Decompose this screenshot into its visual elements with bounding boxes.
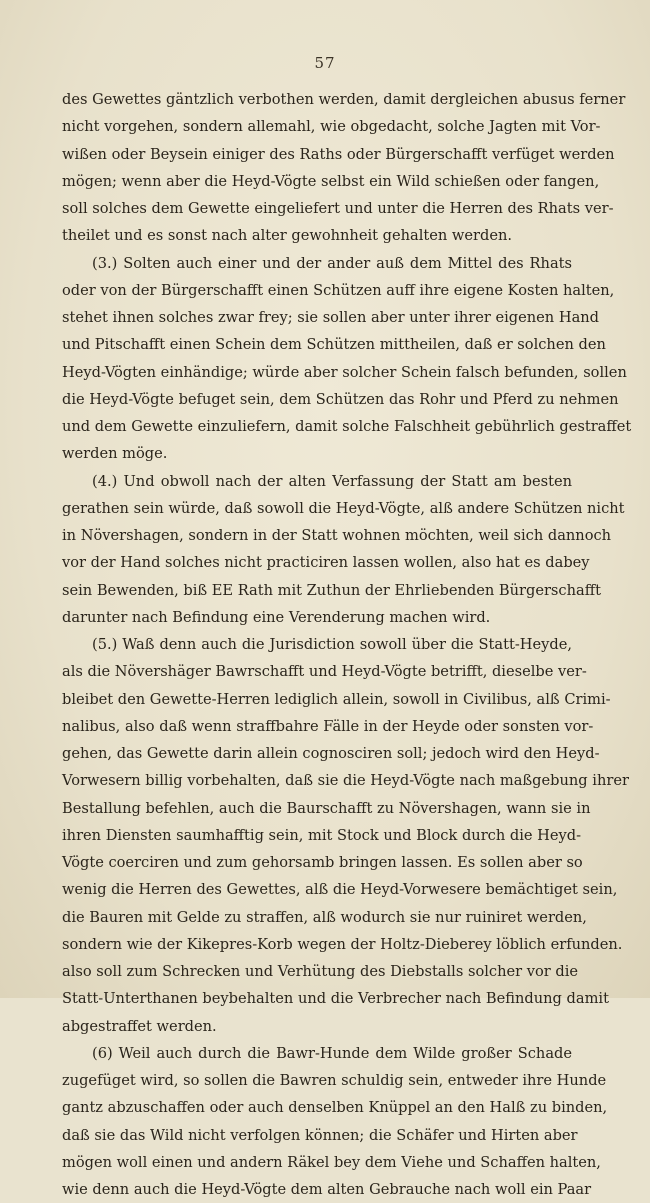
text-line: (4.) Und obwoll nach der alten Verfassung der Statt am besten (92, 472, 572, 490)
text-line: wißen oder Beysein einiger des Raths oder Bürgerschafft verfüget werden (62, 145, 615, 163)
text-line: sondern wie der Kikepres-Korb wegen der Holtz-Dieberey löblich erfunden. (62, 935, 623, 953)
text-line: Heyd-Vögten einhändige; würde aber solcher Schein falsch befunden, sollen (62, 363, 627, 381)
text-line: vor der Hand solches nicht practiciren lassen wollen, also hat es dabey (62, 554, 590, 572)
text-line: Vögte coerciren und zum gehorsamb bringen lassen. Es sollen aber so (62, 854, 583, 871)
text-line: mögen woll einen und andern Räkel bey dem Viehe und Schaffen halten, (62, 1153, 601, 1171)
text-line: als die Növershäger Bawrschafft und Heyd-Vögte betrifft, dieselbe ver- (62, 663, 587, 681)
text-line: stehet ihnen solches zwar frey; sie sollen aber unter ihrer eigenen Hand (62, 309, 600, 326)
text-line: nalibus, also daß wenn straffbahre Fälle in der Heyde oder sonsten vor- (62, 717, 594, 735)
text-line: ihren Diensten saumhafftig sein, mit Stock und Block durch die Heyd- (62, 826, 582, 844)
text-line: werden möge. (62, 445, 168, 463)
text-line: oder von der Bürgerschafft einen Schützen auff ihre eigene Kosten halten, (62, 281, 615, 299)
text-line: abgestraffet werden. (62, 1017, 217, 1035)
text-line: (3.) Solten auch einer und der ander auß dem Mittel des Rhats (92, 254, 572, 272)
text-line: sein Bewenden, biß EE Rath mit Zuthun der Ehrliebenden Bürgerschafft (62, 581, 601, 599)
text-line: wenig die Herren des Gewettes, alß die Heyd-Vorwesere bemächtiget sein, (62, 881, 618, 899)
text-line: daß sie das Wild nicht verfolgen können; die Schäfer und Hirten aber (62, 1126, 578, 1144)
text-line: bleibet den Gewette-Herren lediglich allein, sowoll in Civilibus, alß Crimi- (62, 690, 611, 708)
text-line: die Bauren mit Gelde zu straffen, alß wodurch sie nur ruiniret werden, (62, 908, 587, 926)
text-line: gantz abzuschaffen oder auch denselben Knüppel an den Halß zu binden, (62, 1099, 608, 1117)
text-line: (5.) Waß denn auch die Jurisdiction sowoll über die Statt-Heyde, (92, 636, 572, 653)
text-line: gehen, das Gewette darin allein cognosciren soll; jedoch wird den Heyd- (62, 745, 600, 762)
text-line: in Növershagen, sondern in der Statt wohnen möchten, weil sich dannoch (62, 527, 612, 544)
text-line: (6) Weil auch durch die Bawr-Hunde dem Wilde großer Schade (92, 1044, 572, 1062)
text-line: soll solches dem Gewette eingeliefert und unter die Herren des Rhats ver- (62, 200, 614, 217)
text-line: und Pitschafft einen Schein dem Schützen mittheilen, daß er solchen den (62, 336, 606, 354)
text-line: Statt-Unterthanen beybehalten und die Verbrecher nach Befindung damit (62, 990, 609, 1008)
page-number: 57 (314, 54, 336, 72)
text-line: mögen; wenn aber die Heyd-Vögte selbst ein Wild schießen oder fangen, (62, 172, 600, 190)
text-line: zugefüget wird, so sollen die Bawren schuldig sein, entweder ihre Hunde (62, 1072, 607, 1089)
body-text (62, 86, 632, 1203)
text-line: wie denn auch die Heyd-Vögte dem alten Gebrauche nach woll ein Paar (62, 1181, 592, 1198)
text-line: gerathen sein würde, daß sowoll die Heyd-Vögte, alß andere Schützen nicht (62, 499, 625, 517)
text-line: also soll zum Schrecken und Verhütung des Diebstalls solcher vor die (62, 963, 579, 980)
text-line: und dem Gewette einzuliefern, damit solche Falschheit gebührlich gestraffet (62, 418, 632, 435)
text-line: nicht vorgehen, sondern allemahl, wie obgedacht, solche Jagten mit Vor- (62, 118, 601, 136)
text-line: Bestallung befehlen, auch die Baurschafft zu Növershagen, wann sie in (62, 799, 591, 817)
text-line: theilet und es sonst nach alter gewohnheit gehalten werden. (62, 227, 513, 245)
text-line: des Gewettes gäntzlich verbothen werden, damit dergleichen abusus ferner (62, 91, 626, 108)
text-line: Vorwesern billig vorbehalten, daß sie die Heyd-Vögte nach maßgebung ihrer (62, 772, 629, 790)
text-line: die Heyd-Vögte befuget sein, dem Schützen das Rohr und Pferd zu nehmen (62, 390, 619, 408)
text-line: darunter nach Befindung eine Verenderung machen wird. (62, 608, 491, 626)
